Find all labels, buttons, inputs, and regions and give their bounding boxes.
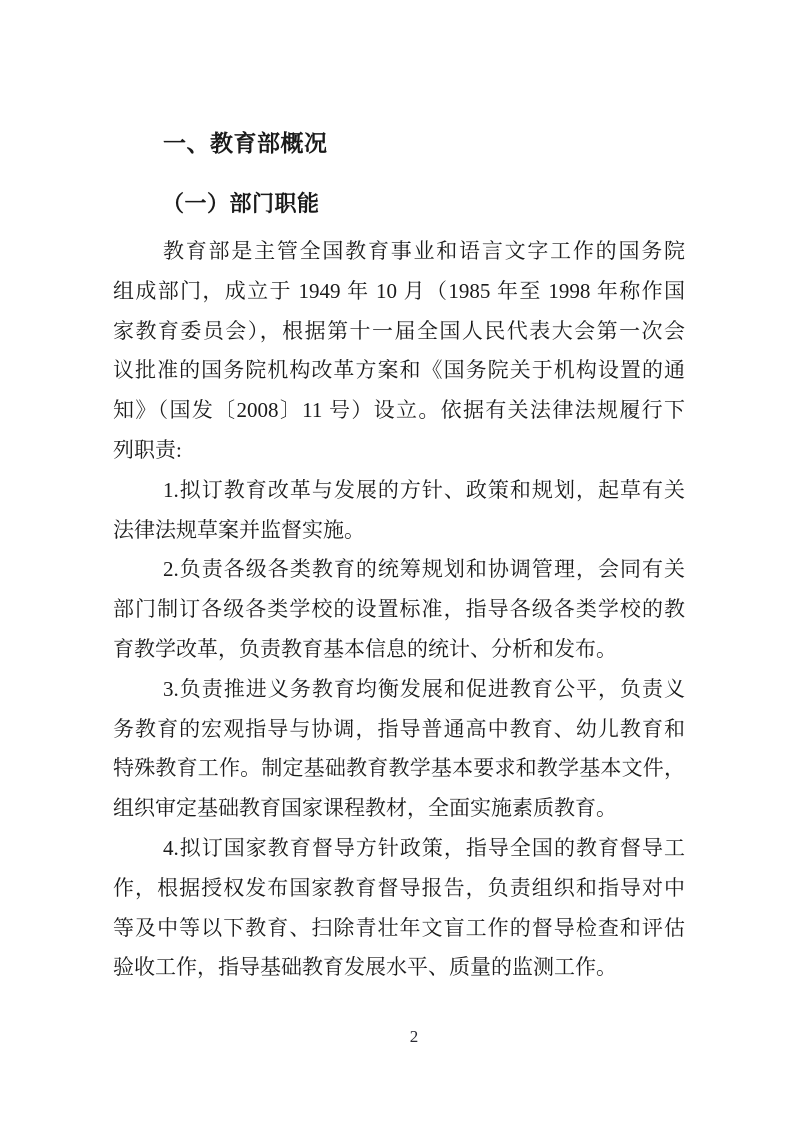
text-line: 列职责: bbox=[113, 437, 182, 462]
subsection-heading: （一）部门职能 bbox=[162, 191, 320, 216]
text-line: 验收工作，指导基础教育发展水平、质量的监测工作。 bbox=[113, 955, 617, 980]
text-line: 组成部门，成立于 1949 年 10 月（1985 年至 1998 年称作国 bbox=[113, 278, 685, 303]
text-line: 知》（国发〔2008〕11 号）设立。依据有关法律法规履行下 bbox=[113, 398, 685, 423]
page-number: 2 bbox=[409, 1027, 419, 1046]
text-line: 作，根据授权发布国家教育督导报告，负责组织和指导对中 bbox=[113, 875, 685, 900]
text-line: 等及中等以下教育、扫除青壮年文盲工作的督导检查和评估 bbox=[113, 915, 685, 940]
text-line: 4.拟订国家教育督导方针政策，指导全国的教育督导工 bbox=[163, 835, 685, 860]
text-line: 部门制订各级各类学校的设置标准，指导各级各类学校的教 bbox=[113, 597, 685, 622]
text-line: 教育部是主管全国教育事业和语言文字工作的国务院 bbox=[163, 239, 685, 263]
document-body bbox=[113, 232, 685, 988]
text-line: 法律法规草案并监督实施。 bbox=[113, 517, 365, 542]
text-line: 育教学改革，负责教育基本信息的统计、分析和发布。 bbox=[113, 636, 617, 661]
section-heading: 一、教育部概况 bbox=[163, 131, 328, 157]
text-line: 3.负责推进义务教育均衡发展和促进教育公平，负责义 bbox=[163, 676, 685, 701]
text-line: 议批准的国务院机构改革方案和《国务院关于机构设置的通 bbox=[113, 358, 685, 383]
text-line: 1.拟订教育改革与发展的方针、政策和规划，起草有关 bbox=[163, 477, 685, 502]
text-line: 2.负责各级各类教育的统筹规划和协调管理，会同有关 bbox=[163, 557, 685, 582]
text-line: 特殊教育工作。制定基础教育教学基本要求和教学基本文件， bbox=[113, 756, 685, 781]
text-line: 务教育的宏观指导与协调，指导普通高中教育、幼儿教育和 bbox=[113, 716, 685, 741]
text-line: 家教育委员会），根据第十一届全国人民代表大会第一次会 bbox=[113, 318, 685, 343]
text-line: 组织审定基础教育国家课程教材，全面实施素质教育。 bbox=[113, 796, 617, 821]
